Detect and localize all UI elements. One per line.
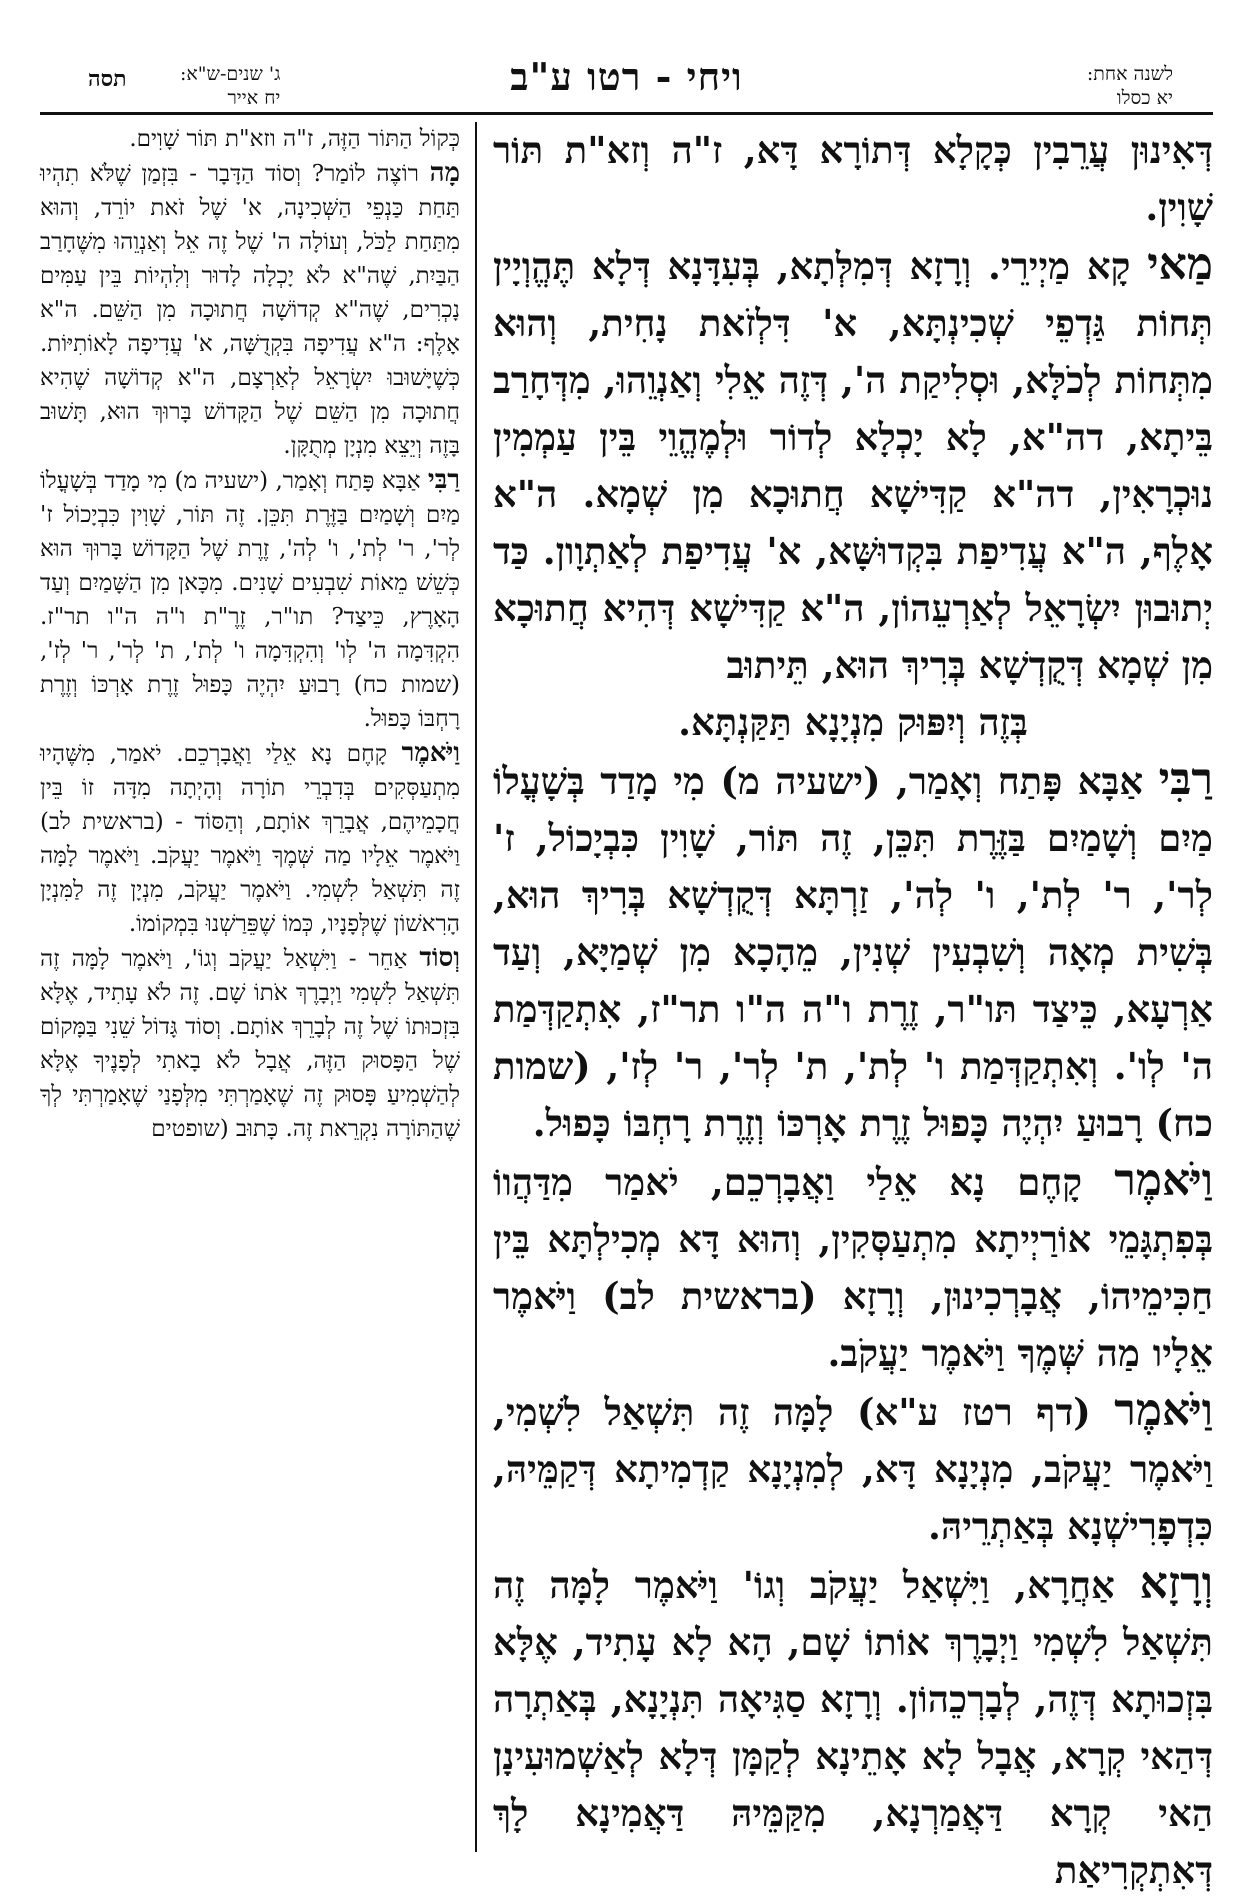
main-text-column	[493, 122, 1213, 1892]
main-paragraph	[493, 1152, 1213, 1382]
main-paragraph	[493, 122, 1213, 236]
header-left-line1: ג' שנים-ש"א:	[180, 63, 281, 85]
main-paragraph	[493, 751, 1213, 1152]
main-paragraph-text: דְּאִינוּן עֲרֵבִין כְּקָלָא דְּתוֹרָא דָּא, ז"ה וְזא"ת תּוֹר שָׁוִין.	[493, 128, 1213, 229]
side-paragraph-text: רוֹצֶה לוֹמַר? וְסוֹד הַדָּבָר - בִּזְמַן שֶׁלֹּא תִהְיוּ תַּחַת כַּנְפֵי הַשְּׁכִינָה, א' שֶׁל זֹאת יוֹרֵד, וְהוּא מִתַּחַת לַכֹּל, וְעוֹלָה ה' שֶׁל זֶה אֵל וְאַנְוֵהוּ מִשֶּׁחָרַב הַבַּיִת, שֶׁה"א לֹא יָכְלָה לָדוּר וְלִהְיוֹת בֵּין עַמִּים נָכְרִים, שֶׁה"א קְדוֹשָׁה חֲתוּכָה מִן הַשֵּׁם. ה"א אָלֶף: ה"א עֲדִיפָה בִּקְדֻשָּׁה, א' עֲדִיפָה לָאוֹתִיּוֹת. כְּשֶׁיָּשׁוּבוּ יִשְׂרָאֵל לְאַרְצָם, ה"א קְדוֹשָׁה שֶׁהִיא חֲתוּכָה מִן הַשֵּׁם שֶׁל הַקָּדוֹשׁ בָּרוּךְ הוּא, תָּשׁוּב בָּזֶה וְיֵצֵא מִנְיָן מְתֻקָּן.	[40, 161, 460, 459]
column-divider	[475, 122, 477, 1852]
header-schedule-three-years	[180, 62, 280, 110]
side-paragraph	[40, 736, 460, 941]
main-lead-word: וַיֹּאמֶר	[1114, 1155, 1213, 1206]
side-paragraph	[40, 156, 460, 463]
side-lead-word: וְסוֹד	[419, 943, 460, 973]
main-paragraph	[493, 1555, 1213, 1899]
page-number: תסה	[88, 66, 127, 92]
main-paragraph	[493, 694, 1213, 751]
main-lead-word: רַבִּי	[1158, 754, 1213, 805]
page-header	[40, 52, 1213, 112]
main-paragraph-text: (דף רטז ע"א) לָמָּה זֶה תִּשְׁאַל לִשְׁמִי, וַיֹּאמֶר יַעֲקֹב, מִנְיָנָא דָּא, לְמִנְיָנָא קַדְמִיתָא דְּקַמֵּיהּ, כִּדְפָרִישְׁנָא בְּאַתְרֵיהּ.	[493, 1390, 1213, 1548]
main-paragraph-text: קָא מַיְירֵי. וְרָזָא דְּמִלְּתָא, בְּעִדָּנָא דְּלָא תֶּהֱוְיָין תְּחוֹת גַּדְפֵי שְׁכִינְתָּא, א' דִּלְזֹאת נָחִית, וְהוּא מִתְּחוֹת לְכֹלָּא, וּסְלִיקַת ה', דְּזֶה אֵלִי וְאַנְוֵהוּ, מִדְּחָרַב בֵּיתָא, דה"א, לָא יָכְלָא לְדוֹר וּלְמֶהֱוֵי בֵּין עַמְמִין נוּכְרָאִין, דה"א קַדִּישָׁא חֲתוּכָא מִן שְׁמָא. ה"א אָלֶף, ה"א עֲדִיפַת בִּקְדוּשָּׁא, א' עֲדִיפַת לְאַתְוָון. כַּד יְתוּבוּן יִשְׂרָאֵל לְאַרְעֵהוֹן, ה"א קַדִּישָׁא דְּהִיא חֲתוּכָא מִן שְׁמָא דְּקֻדְשָׁא בְּרִיךְ הוּא, תֵּיתוּב	[493, 244, 1213, 687]
side-lead-word: רַבִּי	[427, 465, 460, 495]
header-right-line1: לשנה אחת:	[1086, 63, 1173, 85]
header-right-line2: יא כסלו	[1116, 87, 1173, 109]
main-lead-word: מַאי	[1147, 239, 1213, 290]
side-paragraph	[40, 941, 460, 1146]
main-lead-word: וְרָזָא	[1139, 1558, 1213, 1609]
main-paragraph-text: אַבָּא פָּתַח וְאָמַר, (ישעיה מ) מִי מָדַד בְּשָׁעֳלוֹ מַיִם וְשָׁמַיִם בַּזֶּרֶת תִּכֵּן, זֶה תּוֹר, שָׁוִין כִּבְיָכוֹל, ז' לְר', ר' לְת', ו' לְה', זַרְתָּא דְּקֻדְשָׁא בְּרִיךְ הוּא, בְּשִׁית מְאָה וְשִׁבְעִין שְׁנִין, מֵהָכָא מִן שְׁמַיָּא, וְעַד אַרְעָא, כֵּיצַד תּו"ר, זֶרֶת ו"ה ה"ו תר"ז, אִתְקַדְּמַת ה' לְו'. וְאִתְקַדְּמַת ו' לְת', ת' לְר', ר' לְז', (שמות כח) רָבוּעַ יִהְיֶה כָּפוּל זֶרֶת אָרְכּוֹ וְזֶרֶת רָחְבּוֹ כָּפוּל.	[493, 759, 1213, 1145]
main-paragraph-text: בְּזֶה וְיִפּוּק מִנְיָנָא תַּקַּנְתָּא.	[678, 700, 1028, 744]
main-paragraph-text: קָחֶם נָא אֵלַי וַאֲבָרְכֵם, יֹאמַר מִדַּהֲווֹ בְּפִתְגָּמֵי אוֹרַיְיתָא מִתְעַסְּקִין, וְהוּא דָּא מְכִילְתָּא בֵּין חַכִּימֵיהוֹ, אֲבָרְכִינוּן, וְרָזָא (בראשית לב) וַיֹּאמֶר אֵלָיו מַה שְּׁמֶךָ וַיֹּאמֶר יַעֲקֹב.	[493, 1160, 1213, 1375]
translation-column	[40, 122, 460, 1852]
main-paragraph	[493, 236, 1213, 694]
side-paragraph	[40, 463, 460, 736]
side-paragraph-text: אַחֵר - וַיִּשְׁאַל יַעֲקֹב וְגוֹ', וַיֹּאמֶר לָמָּה זֶה תִּשְׁאַל לִשְׁמִי וַיְבָרֶךְ אֹתוֹ שָׁם. זֶה לֹא עָתִיד, אֶלָּא בִּזְכוּתוֹ שֶׁל זֶה לְבָרֵךְ אוֹתָם. וְסוֹד גָּדוֹל שֵׁנִי בַּמָּקוֹם שֶׁל הַפָּסוּק הַזֶּה, אֲבָל לֹא בָאתִי לְפָנֶיךָ אֶלָּא לְהַשְׁמִיעַ פָּסוּק זֶה שֶׁאָמַרְתִּי מִלְּפָנַי שֶׁאָמַרְתִּי לְךָ שֶׁהַתּוֹרָה נִקְרֵאת זֶה. כָּתוּב (שופטים	[40, 946, 460, 1142]
header-left-line2: יח אייר	[227, 87, 281, 109]
side-paragraph-text: אַבָּא פָּתַח וְאָמַר, (ישעיה מ) מִי מָדַד בְּשָׁעֳלוֹ מַיִם וְשָׁמַיִם בַּזֶּרֶת תִּכֵּן. זֶה תּוֹר, שָׁוִין כִּבְיָכוֹל ז' לְר', ר' לְת', ו' לְה', זֶרֶת שֶׁל הַקָּדוֹשׁ בָּרוּךְ הוּא כְּשֵׁשׁ מֵאוֹת שִׁבְעִים שָׁנִים. מִכָּאן מִן הַשָּׁמַיִם וְעַד הָאָרֶץ, כֵּיצַד? תו"ר, זֶרֶ"ת ו"ה ה"ו תר"ז. הִקְדִּמָה ה' לְו' וְהִקְדִּמָה ו' לְת', ת' לְר', ר' לְז', (שמות כח) רָבוּעַ יִהְיֶה כָּפוּל זֶרֶת אָרְכּוֹ וְזֶרֶת רָחְבּוֹ כָּפוּל.	[40, 468, 460, 732]
main-paragraph	[493, 1382, 1213, 1555]
main-lead-word: וַיֹּאמֶר	[1114, 1385, 1213, 1436]
side-lead-word: וַיֹּאמֶר	[401, 738, 460, 768]
page-title: ויחי - רטו ע"ב	[510, 54, 743, 99]
side-lead-word: מָה	[429, 158, 460, 188]
header-rule	[40, 112, 1213, 115]
side-paragraph-text: כְּקוֹל הַתּוֹר הַזֶּה, ז"ה וזא"ת תּוֹר שָׁוִים.	[129, 126, 460, 152]
side-paragraph-text: קָחֶם נָא אֵלַי וַאֲבָרְכֵם. יֹאמַר, מִשֶּׁהָיוּ מִתְעַסְּקִים בְּדִבְרֵי תוֹרָה וְהָיְתָה מִדָּה זוֹ בֵּין חֲכָמֵיהֶם, אֲבָרֵךְ אוֹתָם, וְהַסּוֹד - (בראשית לב) וַיֹּאמֶר אֵלָיו מַה שְּׁמֶךָ וַיֹּאמֶר יַעֲקֹב. וַיֹּאמֶר לָמָּה זֶה תִּשְׁאַל לִשְׁמִי. וַיֹּאמֶר יַעֲקֹב, מִנְיָן זֶה לַמִּנְיָן הָרִאשׁוֹן שֶׁלְּפָנָיו, כְּמוֹ שֶׁפֵּרַשְׁנוּ בִּמְקוֹמוֹ.	[40, 741, 460, 937]
main-paragraph-text: אַחֲרָא, וַיִּשְׁאַל יַעֲקֹב וְגוֹ' וַיֹּאמֶר לָמָּה זֶה תִּשְׁאַל לִשְׁמִי וַיְבָרֶךְ אוֹתוֹ שָׁם, הָא לָא עָתִיד, אֶלָּא בִּזְכוּתָא דְּזֶה, לְבָרְכֵהוֹן. וְרָזָא סַגִּיאָה תִּנְיָנָא, בְּאַתְרָה דְּהַאי קְרָא, אֲבָל לָא אָתֵינָא לְקַמָּן דְּלָא לְאַשְׁמוּעִינָן הַאי קְרָא דַּאֲמַרְנָא, מִקַּמֵּיהּ דַּאֲמִינָא לָךְ דְּאִתְקְרִיאַת	[493, 1563, 1213, 1892]
side-paragraph	[40, 122, 460, 156]
